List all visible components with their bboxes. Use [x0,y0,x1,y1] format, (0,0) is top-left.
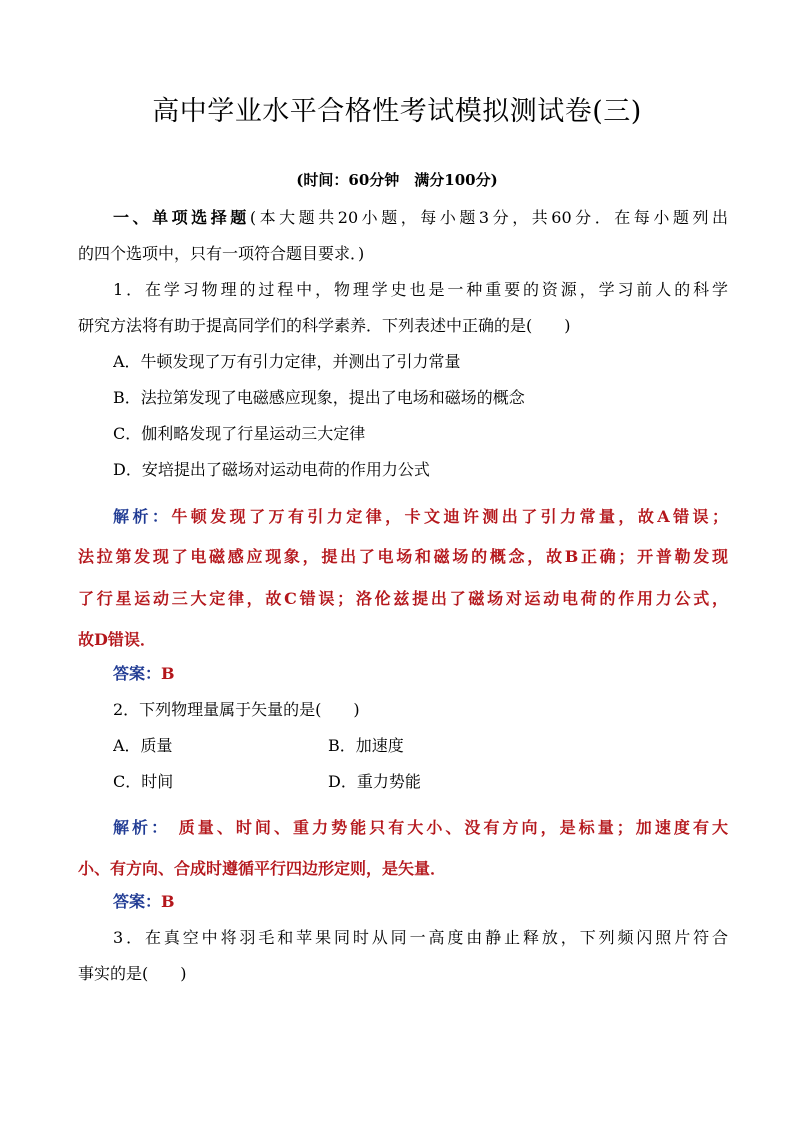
section-intro-line-1 [113,206,728,230]
q2-option-d: D．重力势能 [328,772,421,791]
page-title: 高中学业水平合格性考试模拟测试卷(三) [152,96,642,127]
q1-analysis-line-1 [113,505,728,529]
q1-analysis-line-3: 了行星运动三大定律，故C错误；洛伦兹提出了磁场对运动电荷的作用力公式， [78,589,728,608]
q1-stem-line-2: 研究方法将有助于提高同学们的科学素养．下列表述中正确的是( ) [78,316,571,335]
q2-option-c: C．时间 [113,772,174,791]
section-intro-line-2: 的四个选项中，只有一项符合题目要求．) [78,244,365,263]
q2-answer-value: B [161,892,175,911]
q2-option-a: A．质量 [113,736,173,755]
q2-options-row-2 [113,770,728,794]
q1-option-d: D．安培提出了磁场对运动电荷的作用力公式 [113,460,430,479]
exam-meta: (时间：60分钟 满分100分) [296,171,498,189]
q2-answer [113,890,728,914]
q2-analysis-label: 解析： [113,818,171,837]
q1-option-c: C．伽利略发现了行星运动三大定律 [113,424,366,443]
section-heading: 一、单项选择题 [113,208,250,227]
q1-answer-label: 答案： [113,664,162,683]
q1-analysis-text-1: 牛顿发现了万有引力定律，卡文迪许测出了引力常量，故A错误； [171,507,728,526]
q1-answer [113,662,728,686]
q2-analysis-text-1: 质量、时间、重力势能只有大小、没有方向，是标量；加速度有大 [170,818,728,837]
q2-option-b: B．加速度 [328,736,404,755]
q1-answer-value: B [161,664,175,683]
q1-analysis-label: 解析： [113,507,172,526]
section-intro-text-1: (本大题共20小题，每小题3分，共60分．在每小题列出 [249,208,728,227]
q2-answer-label: 答案： [113,892,162,911]
q2-options-row-1 [113,734,728,758]
q2-analysis-line-2: 小、有方向、合成时遵循平行四边形定则，是矢量． [78,859,447,878]
q3-stem-line-1: 3．在真空中将羽毛和苹果同时从同一高度由静止释放，下列频闪照片符合 [113,928,728,947]
q2-analysis-line-1 [113,816,728,840]
q1-option-a: A．牛顿发现了万有引力定律，并测出了引力常量 [113,352,461,371]
q2-stem: 2．下列物理量属于矢量的是( ) [113,700,360,719]
q1-analysis-line-2: 法拉第发现了电磁感应现象，提出了电场和磁场的概念，故B正确；开普勒发现 [78,547,728,566]
q1-stem-line-1: 1．在学习物理的过程中，物理学史也是一种重要的资源，学习前人的科学 [113,280,728,299]
q1-option-b: B．法拉第发现了电磁感应现象，提出了电场和磁场的概念 [113,388,525,407]
q3-stem-line-2: 事实的是( ) [78,964,187,983]
q1-analysis-line-4: 故D错误． [78,630,156,649]
